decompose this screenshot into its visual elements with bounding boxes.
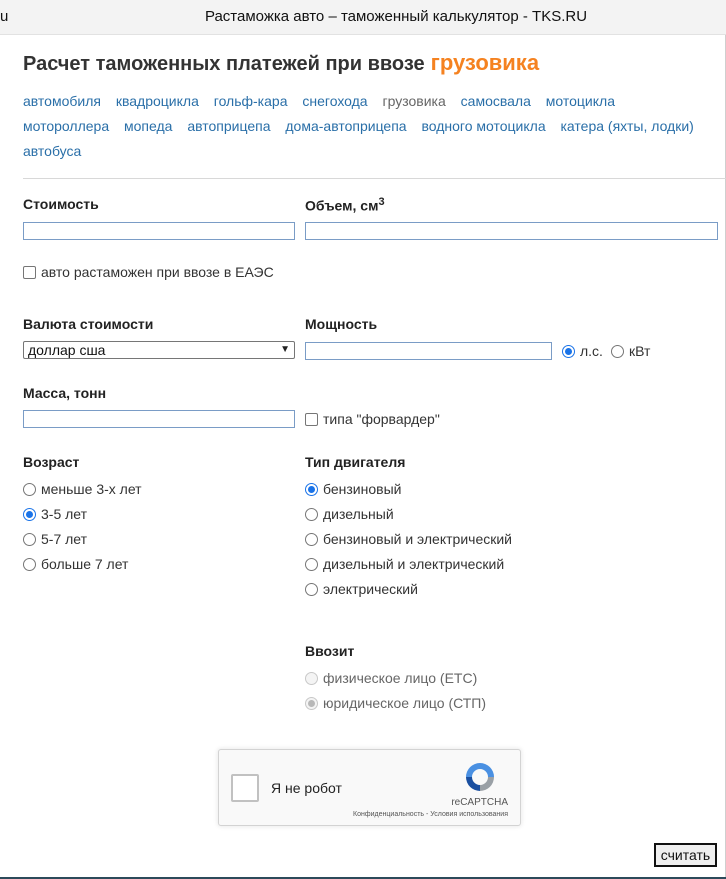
age-radio[interactable] xyxy=(23,508,36,521)
age-label: Возраст xyxy=(23,454,80,470)
power-label: Мощность xyxy=(305,316,378,332)
vehicle-link-snowmobile[interactable]: снегохода xyxy=(302,93,368,109)
engine-label: Тип двигателя xyxy=(305,454,406,470)
recaptcha-links xyxy=(353,811,508,818)
importer-option-label: физическое лицо (ЕТС) xyxy=(323,670,478,686)
age-option[interactable] xyxy=(23,556,128,572)
vehicle-link-moped[interactable]: мопеда xyxy=(124,118,173,134)
power-unit-hp-radio[interactable] xyxy=(562,345,575,358)
engine-option[interactable] xyxy=(305,531,512,547)
vehicle-link-bus[interactable]: автобуса xyxy=(23,143,82,159)
power-unit-kw[interactable] xyxy=(611,343,650,359)
engine-option-label: дизельный xyxy=(323,506,394,522)
volume-input[interactable] xyxy=(305,222,718,240)
cost-label: Стоимость xyxy=(23,196,99,212)
vehicle-current-truck: грузовика xyxy=(382,93,446,109)
engine-radio[interactable] xyxy=(305,533,318,546)
page-title xyxy=(23,50,539,76)
recaptcha-terms-link[interactable]: Условия использования xyxy=(430,811,508,818)
engine-radio[interactable] xyxy=(305,483,318,496)
power-unit-hp[interactable] xyxy=(562,343,603,359)
engine-radio[interactable] xyxy=(305,583,318,596)
cleared-eaes-label: авто растаможен при ввозе в ЕАЭС xyxy=(41,264,274,280)
age-option-label: больше 7 лет xyxy=(41,556,129,572)
engine-option[interactable] xyxy=(305,581,418,597)
forwarder-label: типа "форвардер" xyxy=(323,411,440,427)
recaptcha-label: Я не робот xyxy=(271,780,342,796)
age-option[interactable] xyxy=(23,481,142,497)
age-option-label: 5-7 лет xyxy=(41,531,88,547)
age-option[interactable] xyxy=(23,531,87,547)
vehicle-type-links xyxy=(23,89,713,164)
browser-title-bar xyxy=(0,0,726,35)
vehicle-link-scooter[interactable]: мотороллера xyxy=(23,118,110,134)
mass-label: Масса, тонн xyxy=(23,385,107,401)
recaptcha-separator: - xyxy=(424,811,431,818)
engine-radio[interactable] xyxy=(305,558,318,571)
volume-label-sup: 3 xyxy=(378,196,385,208)
chevron-down-icon: ▼ xyxy=(280,344,290,355)
importer-option-legal xyxy=(305,695,486,711)
vehicle-link-motorcycle[interactable]: мотоцикла xyxy=(545,93,615,109)
recaptcha-widget xyxy=(218,749,521,826)
currency-selected-value: доллар сша xyxy=(28,342,106,358)
importer-radio xyxy=(305,672,318,685)
engine-option[interactable] xyxy=(305,481,401,497)
currency-select[interactable] xyxy=(23,341,295,359)
engine-option-label: дизельный и электрический xyxy=(323,556,505,572)
importer-label: Ввозит xyxy=(305,643,355,659)
page-tab-title: Растаможка авто – таможенный калькулятор - TKS.RU xyxy=(204,8,588,25)
importer-radio xyxy=(305,697,318,710)
recaptcha-logo-icon xyxy=(463,760,497,794)
url-fragment: u xyxy=(0,8,9,25)
currency-label: Валюта стоимости xyxy=(23,316,154,332)
age-radio[interactable] xyxy=(23,533,36,546)
volume-label-text: Объем, см xyxy=(305,197,379,214)
engine-option[interactable] xyxy=(305,556,504,572)
vehicle-link-quad[interactable]: квадроцикла xyxy=(115,93,199,109)
vehicle-link-camper-trailer[interactable]: дома-автоприцепа xyxy=(285,118,407,134)
volume-label xyxy=(305,196,385,214)
cost-input[interactable] xyxy=(23,222,295,240)
power-unit-kw-radio[interactable] xyxy=(611,345,624,358)
vehicle-link-golf-cart[interactable]: гольф-кара xyxy=(213,93,288,109)
engine-option[interactable] xyxy=(305,506,394,522)
engine-option-label: бензиновый и электрический xyxy=(323,531,512,547)
power-unit-hp-label: л.с. xyxy=(580,343,603,359)
importer-option-label: юридическое лицо (СТП) xyxy=(323,695,487,711)
calculate-button[interactable]: считать xyxy=(654,843,717,867)
cleared-eaes-checkbox[interactable] xyxy=(23,266,36,279)
importer-option-individual xyxy=(305,670,477,686)
engine-option-label: электрический xyxy=(323,581,418,597)
age-option-label: меньше 3-х лет xyxy=(41,481,142,497)
divider xyxy=(23,178,726,179)
vehicle-link-car[interactable]: автомобиля xyxy=(23,93,101,109)
mass-input[interactable] xyxy=(23,410,295,428)
forwarder-checkbox[interactable] xyxy=(305,413,318,426)
power-unit-kw-label: кВт xyxy=(629,343,651,359)
age-radio[interactable] xyxy=(23,483,36,496)
age-option[interactable] xyxy=(23,506,87,522)
age-radio[interactable] xyxy=(23,558,36,571)
vehicle-link-jetski[interactable]: водного мотоцикла xyxy=(421,118,546,134)
page-title-vehicle: грузовика xyxy=(430,50,540,75)
vehicle-link-trailer[interactable]: автоприцепа xyxy=(187,118,271,134)
vehicle-link-dump-truck[interactable]: самосвала xyxy=(460,93,531,109)
engine-option-label: бензиновый xyxy=(323,481,402,497)
recaptcha-privacy-link[interactable]: Конфиденциальность xyxy=(353,811,425,818)
vehicle-link-boat[interactable]: катера (яхты, лодки) xyxy=(560,118,694,134)
cleared-eaes-option[interactable] xyxy=(23,264,274,280)
recaptcha-brand: reCAPTCHA xyxy=(451,797,508,808)
engine-radio[interactable] xyxy=(305,508,318,521)
power-input[interactable] xyxy=(305,342,552,360)
recaptcha-checkbox[interactable] xyxy=(231,774,259,802)
age-option-label: 3-5 лет xyxy=(41,506,88,522)
forwarder-option[interactable] xyxy=(305,411,440,427)
page-title-text: Расчет таможенных платежей при ввозе xyxy=(23,53,425,75)
